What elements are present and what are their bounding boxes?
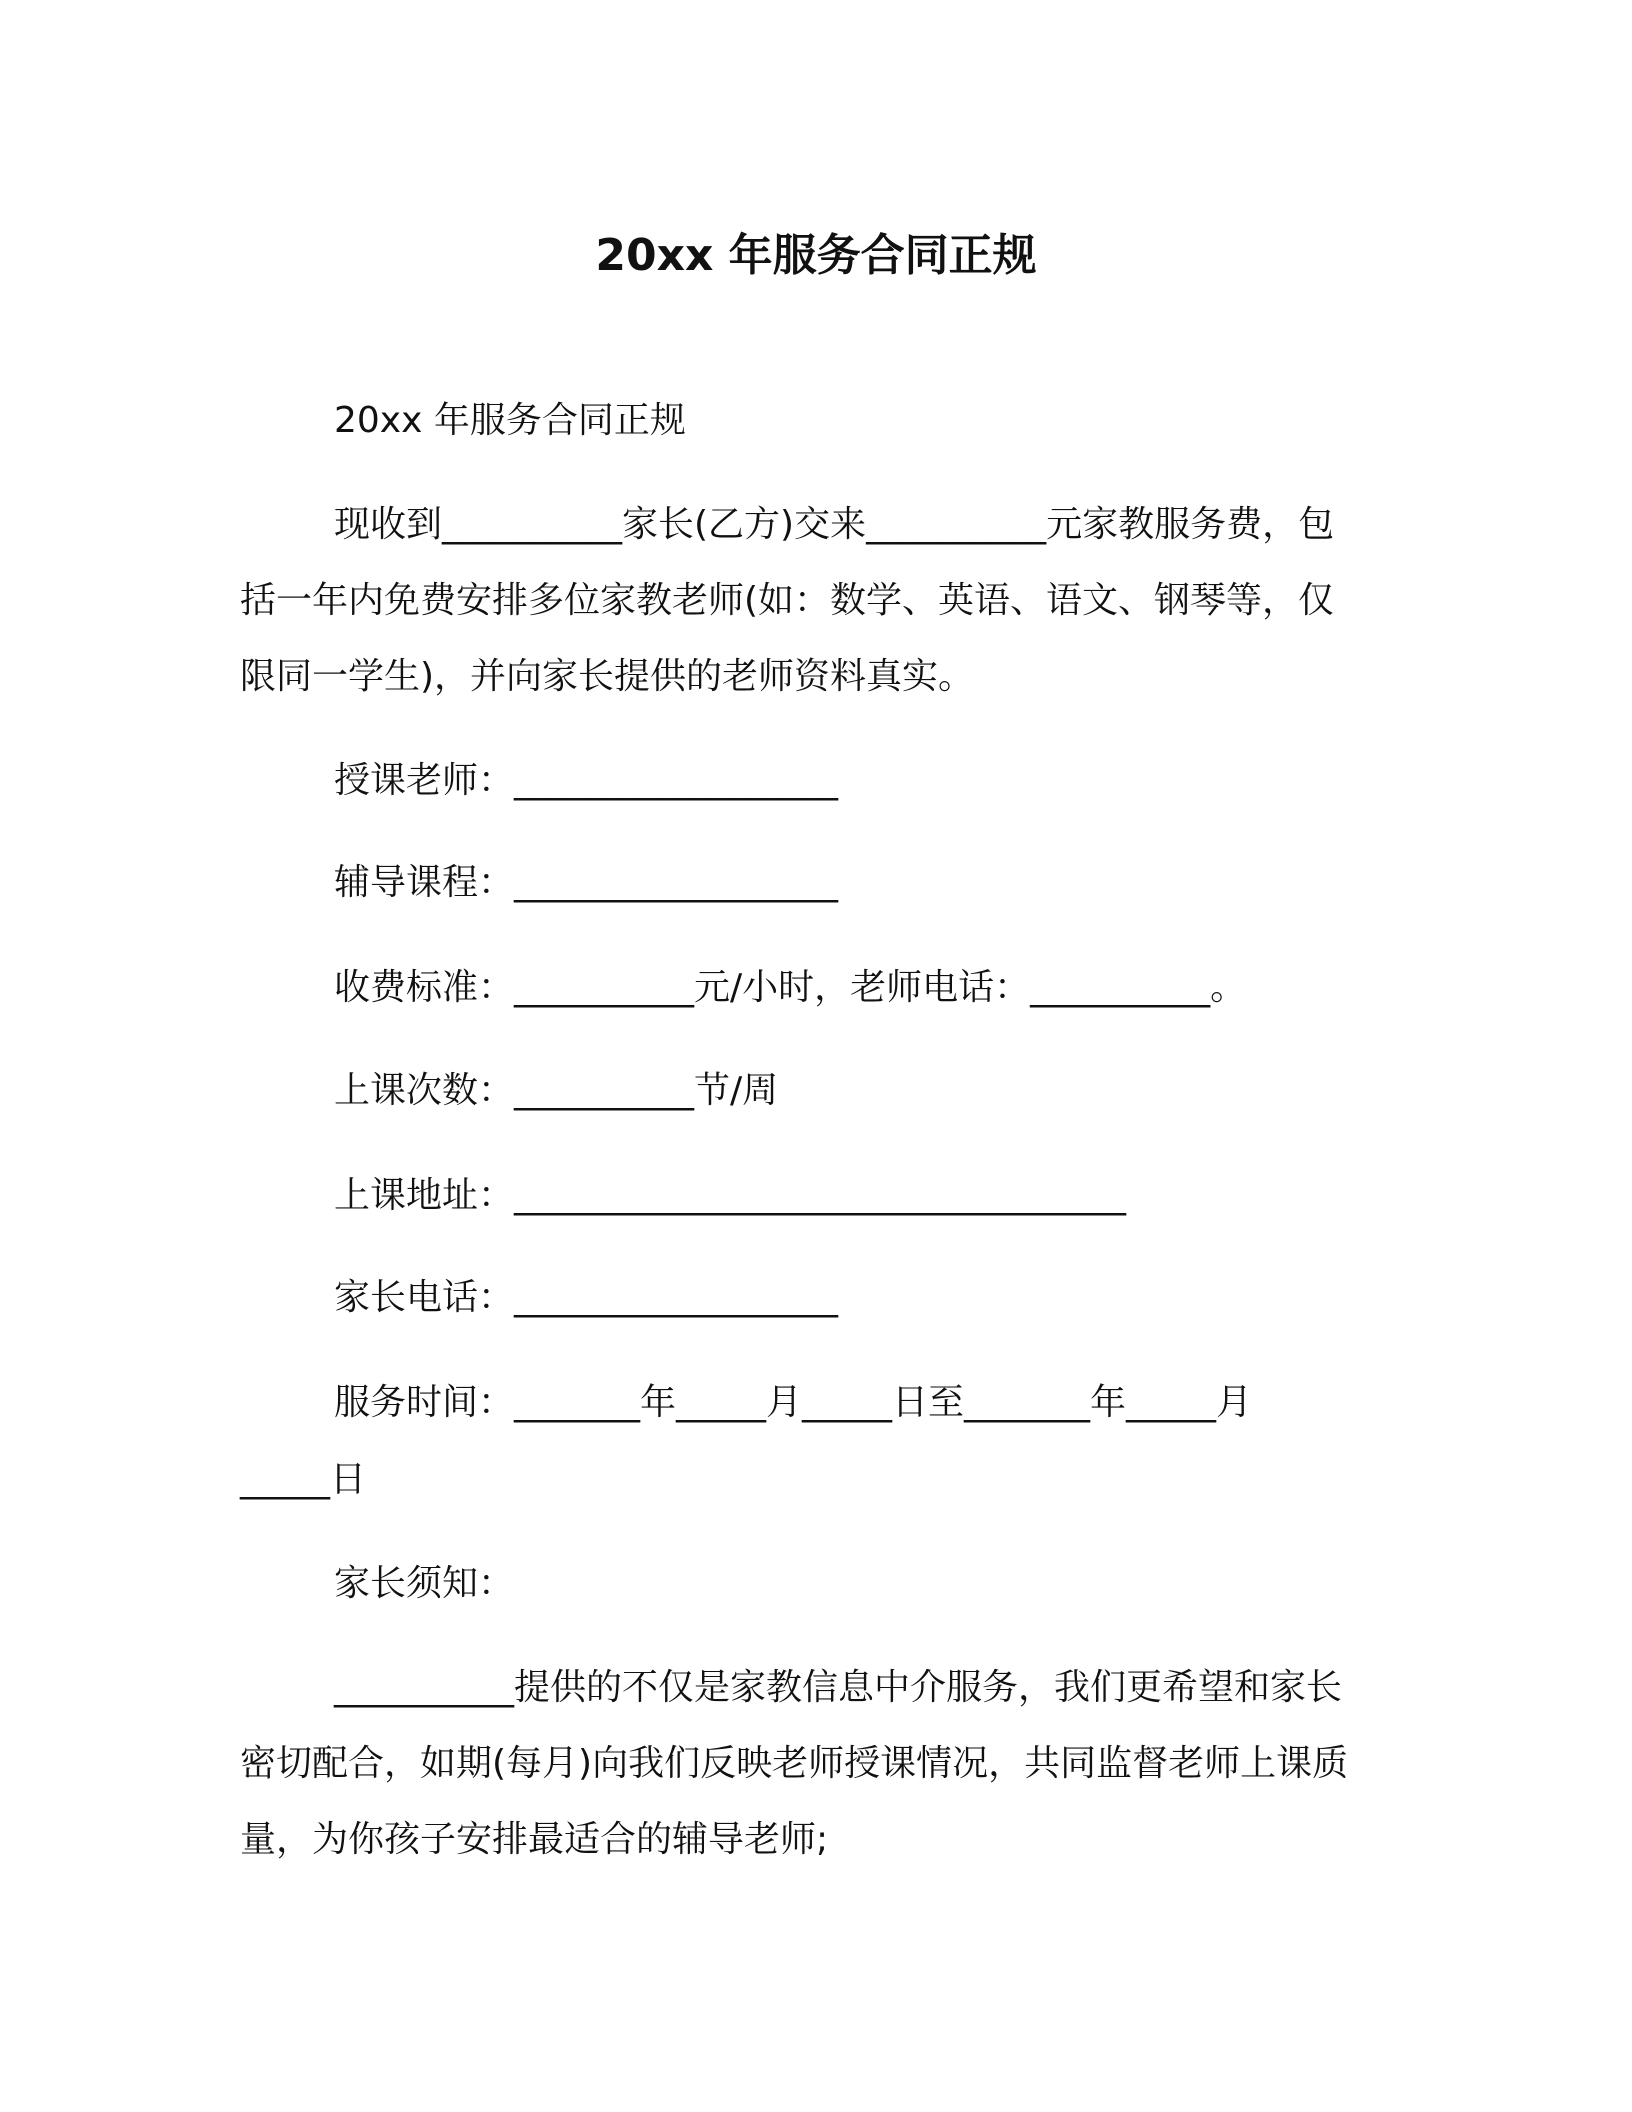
intro-line-3: 限同一学生)，并向家长提供的老师资料真实。 (240, 656, 975, 697)
field-service-time-line-2: _____日 (240, 1459, 367, 1500)
field-address: 上课地址：__________________________________ (334, 1175, 1127, 1216)
field-teacher: 授课老师：__________________ (334, 760, 839, 801)
notice-heading: 家长须知： (334, 1563, 515, 1604)
notice-line-3: 量，为你孩子安排最适合的辅导老师; (240, 1819, 829, 1860)
document-title: 20xx 年服务合同正规 (595, 230, 1037, 281)
intro-line-1: 现收到__________家长(乙方)交来__________元家教服务费，包 (334, 504, 1335, 545)
field-frequency: 上课次数：__________节/周 (334, 1070, 779, 1111)
field-parent-phone: 家长电话：__________________ (334, 1277, 839, 1318)
document-subtitle: 20xx 年服务合同正规 (334, 400, 686, 441)
notice-line-2: 密切配合，如期(每月)向我们反映老师授课情况，共同监督老师上课质 (240, 1743, 1349, 1784)
intro-line-2: 括一年内免费安排多位家教老师(如：数学、英语、语文、钢琴等，仅 (240, 580, 1335, 621)
field-fee: 收费标准：__________元/小时，老师电话：__________。 (334, 967, 1247, 1008)
field-course: 辅导课程：__________________ (334, 862, 839, 903)
field-service-time-line-1: 服务时间：_______年_____月_____日至_______年_____月 (334, 1382, 1253, 1423)
notice-line-1: __________提供的不仅是家教信息中介服务，我们更希望和家长 (334, 1667, 1343, 1708)
